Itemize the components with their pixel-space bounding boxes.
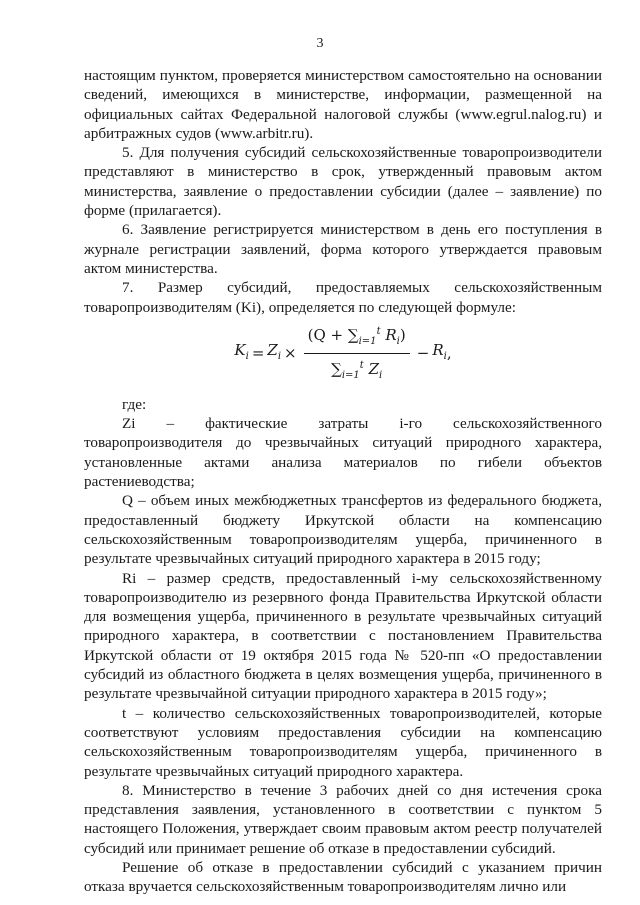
formula-z: $Z_i$ — [267, 341, 282, 363]
formula-minus: − — [416, 344, 430, 363]
where-label: где: — [122, 395, 147, 413]
definition-t: t – количество сельскохозяйственных товаропроизводителей, которые соответствуют условиям предоставления субсидии на компенсацию сельскохозяйственным товаропроизводителям ущерба, причиненного в результате чрезвычайных ситуаций природного характера. — [84, 704, 602, 780]
definition-ri: Ri – размер средств, предоставленный i-му сельскохозяйственному товаропроизводителю из резервного фонда Правительства Иркутской области для возмещения ущерба, причиненного в результате чрезвычайных ситуаций природного характера, в соответствии с постановлением Правительства Иркутской области от 19 октября 2015 года № 520-пп «О предоставлении субсидий из областного бюджета в целях возмещения ущерба, причиненного в результате чрезвычайной ситуации природного характера в 2015 году»; — [84, 569, 602, 703]
formula-fraction — [304, 322, 410, 386]
paragraph-item-6: 6. Заявление регистрируется министерством в день его поступления в журнале регистрации заявлений, форма которого утверждается правовым актом министерства. — [84, 221, 602, 277]
paragraph-continuation: настоящим пунктом, проверяется министерством самостоятельно на основании сведений, имеющихся в министерстве, информации, размещенной на официальных сайтах Федеральной налоговой службы (www.egrul.nalog.ru) и арбитражных судов (www.arbitr.ru). — [84, 67, 602, 142]
formula-numerator: ($Q + \sum_{i=1}^t$ $R_i$) — [304, 322, 410, 354]
formula-equals: = — [251, 344, 265, 363]
definition-q: Q – объем иных межбюджетных трансфертов из федерального бюджета, предоставленный бюджету Иркутской области на компенсацию сельскохозяйственным товаропроизводителям ущерба, причиненного в результате чрезвычайных ситуаций природного характера в 2015 году; — [84, 492, 602, 568]
paragraph-item-7: 7. Размер субсидий, предоставляемых сельскохозяйственным товаропроизводителям (Ki), определяется по следующей формуле: — [84, 279, 602, 316]
formula-r: $R_i$ — [432, 341, 447, 363]
document-body — [84, 66, 602, 897]
definition-zi: Zi – фактические затраты i-го сельскохозяйственного товаропроизводителя до чрезвычайных ситуаций природного характера, установленные актами анализа материалов по гибели объектов растениеводства; — [84, 415, 602, 491]
formula-denominator: $\sum_{i=1}^t$ $Z_i$ — [331, 360, 383, 382]
formula-lhs: $K_i$ — [234, 341, 249, 363]
paragraph-refusal: Решение об отказе в предоставлении субсидий с указанием причин отказа вручается сельскохозяйственным товаропроизводителям лично или — [84, 858, 602, 896]
paragraph-item-5: 5. Для получения субсидий сельскохозяйственные товаропроизводители представляют в министерство в срок, утвержденный правовым актом министерства, заявление о предоставлении субсидии (далее – заявление) по форме (прилагается). — [84, 144, 602, 220]
formula-times: × — [284, 344, 297, 363]
page-number: 3 — [316, 36, 324, 51]
paragraph-item-8: 8. Министерство в течение 3 рабочих дней со дня истечения срока представления заявления, установленного в соответствии с пунктом 5 настоящего Положения, утверждает своим правовым актом реестр получателей субсидий или принимает решение об отказе в предоставлении субсидий. — [84, 781, 602, 857]
subsidy-formula: $K_i$ = $Z_i$ × $\frac{(Q + \sum_{i=1}^t R_i)}{\sum_{i=1}^t Z_i}$ − $R_i$ , — [84, 319, 602, 389]
